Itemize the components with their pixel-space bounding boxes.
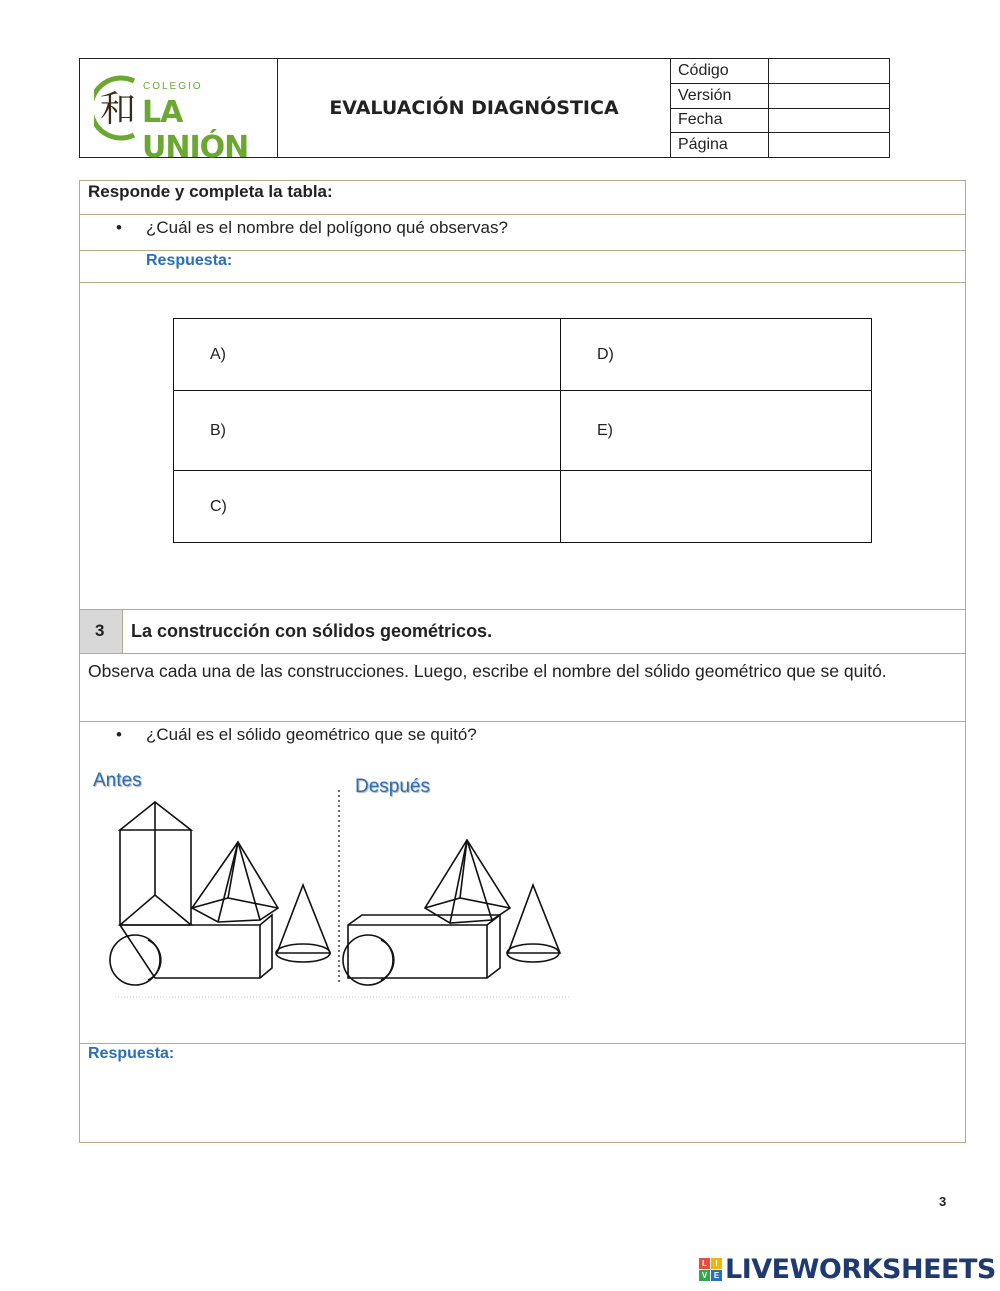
after-construction xyxy=(343,840,560,985)
liveworksheets-logo[interactable] xyxy=(699,1254,996,1285)
school-small-label: COLEGIO xyxy=(143,81,203,92)
solids-illustration xyxy=(100,790,580,1005)
school-logo xyxy=(80,59,277,165)
meta-label-version: Versión xyxy=(671,83,769,108)
page-title: EVALUACIÓN DIAGNÓSTICA xyxy=(278,59,671,158)
section2-answer-label: Respuesta: xyxy=(146,252,233,269)
meta-value-codigo[interactable] xyxy=(769,59,890,84)
answer-cell-a[interactable]: A) xyxy=(174,319,561,391)
meta-label-pagina: Página xyxy=(671,133,769,158)
section3-answer-label: Respuesta: xyxy=(88,1045,175,1062)
liveworksheets-brand: LIVEWORKSHEETS xyxy=(725,1254,996,1285)
answer-cell-empty[interactable] xyxy=(561,471,872,543)
section3-title: La construcción con sólidos geométricos. xyxy=(131,621,493,641)
pyramid-icon xyxy=(192,842,278,922)
cone-icon xyxy=(507,885,560,962)
section3-answer-field[interactable] xyxy=(88,1068,958,1138)
document-header xyxy=(79,58,890,165)
answer-table xyxy=(173,318,872,543)
meta-value-fecha[interactable] xyxy=(769,108,890,133)
page-number: 3 xyxy=(939,1194,947,1209)
section2-instruction: Responde y completa la tabla: xyxy=(88,182,333,201)
before-label: Antes xyxy=(93,770,142,791)
answer-cell-d[interactable]: D) xyxy=(561,319,872,391)
bullet-icon: • xyxy=(116,218,122,237)
after-label: Después xyxy=(355,776,430,797)
logo-glyph: 和 xyxy=(100,89,137,130)
meta-label-codigo: Código xyxy=(671,59,769,84)
section3-instruction: Observa cada una de las construcciones. Luego, escribe el nombre del sólido geométrico que se quitó. xyxy=(88,661,887,681)
school-logo-cell xyxy=(80,59,278,165)
cone-icon xyxy=(276,885,330,962)
school-name: LA UNIÓN xyxy=(142,95,249,165)
box-prism-icon xyxy=(348,915,500,978)
pyramid-icon xyxy=(425,840,510,923)
sphere-icon xyxy=(110,935,161,985)
section-number: 3 xyxy=(95,621,105,640)
section2-question: ¿Cuál es el nombre del polígono qué observas? xyxy=(146,218,508,237)
meta-label-fecha: Fecha xyxy=(671,108,769,133)
bullet-icon: • xyxy=(116,725,122,744)
prism-icon xyxy=(120,802,191,925)
answer-cell-c[interactable]: C) xyxy=(174,471,561,543)
box-prism-icon xyxy=(120,915,272,978)
liveworksheets-icon: L I V E xyxy=(699,1258,722,1281)
before-construction xyxy=(110,802,330,985)
section3-question: ¿Cuál es el sólido geométrico que se quitó? xyxy=(146,725,477,744)
meta-value-pagina[interactable] xyxy=(769,133,890,158)
answer-cell-e[interactable]: E) xyxy=(561,391,872,471)
meta-value-version[interactable] xyxy=(769,83,890,108)
answer-cell-b[interactable]: B) xyxy=(174,391,561,471)
